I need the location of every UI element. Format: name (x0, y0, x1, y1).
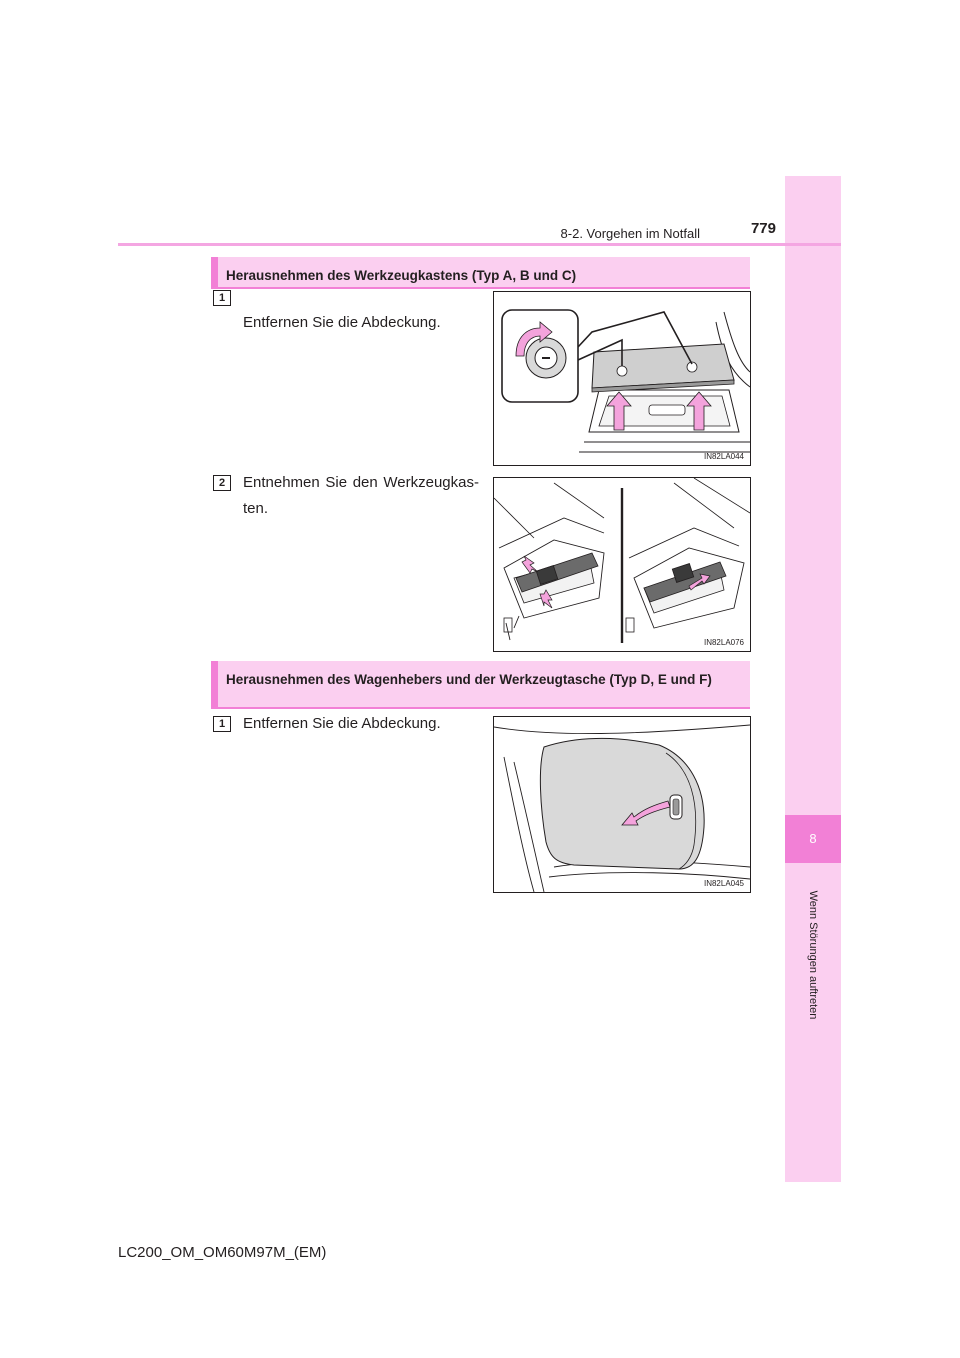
figure-remove-cover (493, 291, 751, 466)
illustration-side-cover (494, 717, 750, 892)
chapter-title-vertical (786, 870, 840, 1040)
figure-code: IN82LA044 (703, 452, 744, 461)
heading-accent (211, 661, 218, 707)
section-heading-toolbox (211, 257, 750, 289)
figure-remove-toolbox (493, 477, 751, 652)
heading-text: Herausnehmen des Werkzeugkastens (Typ A, B und C) (226, 268, 577, 283)
chapter-number-tab (785, 815, 841, 863)
heading-accent (211, 257, 218, 287)
section-heading-jack (211, 661, 750, 709)
chapter-number: 8 (809, 831, 817, 846)
illustration-cover-removal (494, 292, 750, 465)
step-text: Entnehmen Sie den Werkzeugkas-ten. (243, 474, 479, 517)
step-badge: 2 (213, 475, 231, 491)
figure-code: IN82LA045 (703, 879, 744, 888)
header-rule (118, 243, 841, 246)
figure-code: IN82LA076 (703, 638, 744, 647)
figure-remove-side-cover (493, 716, 751, 893)
page-number: 779 (750, 220, 776, 237)
illustration-toolbox-removal (494, 478, 750, 651)
section-title: 8-2. Vorgehen im Notfall (560, 226, 700, 241)
step-text: Entfernen Sie die Abdeckung. (243, 314, 441, 331)
document-code: LC200_OM_OM60M97M_(EM) (118, 1244, 327, 1261)
step-badge: 1 (213, 290, 231, 306)
chapter-title: Wenn Störungen auftreten (807, 890, 819, 1020)
step-text: Entfernen Sie die Abdeckung. (243, 715, 441, 732)
step-badge: 1 (213, 716, 231, 732)
heading-text: Herausnehmen des Wagenhebers und der Werkzeugtasche (Typ D, E und F) (226, 672, 712, 687)
